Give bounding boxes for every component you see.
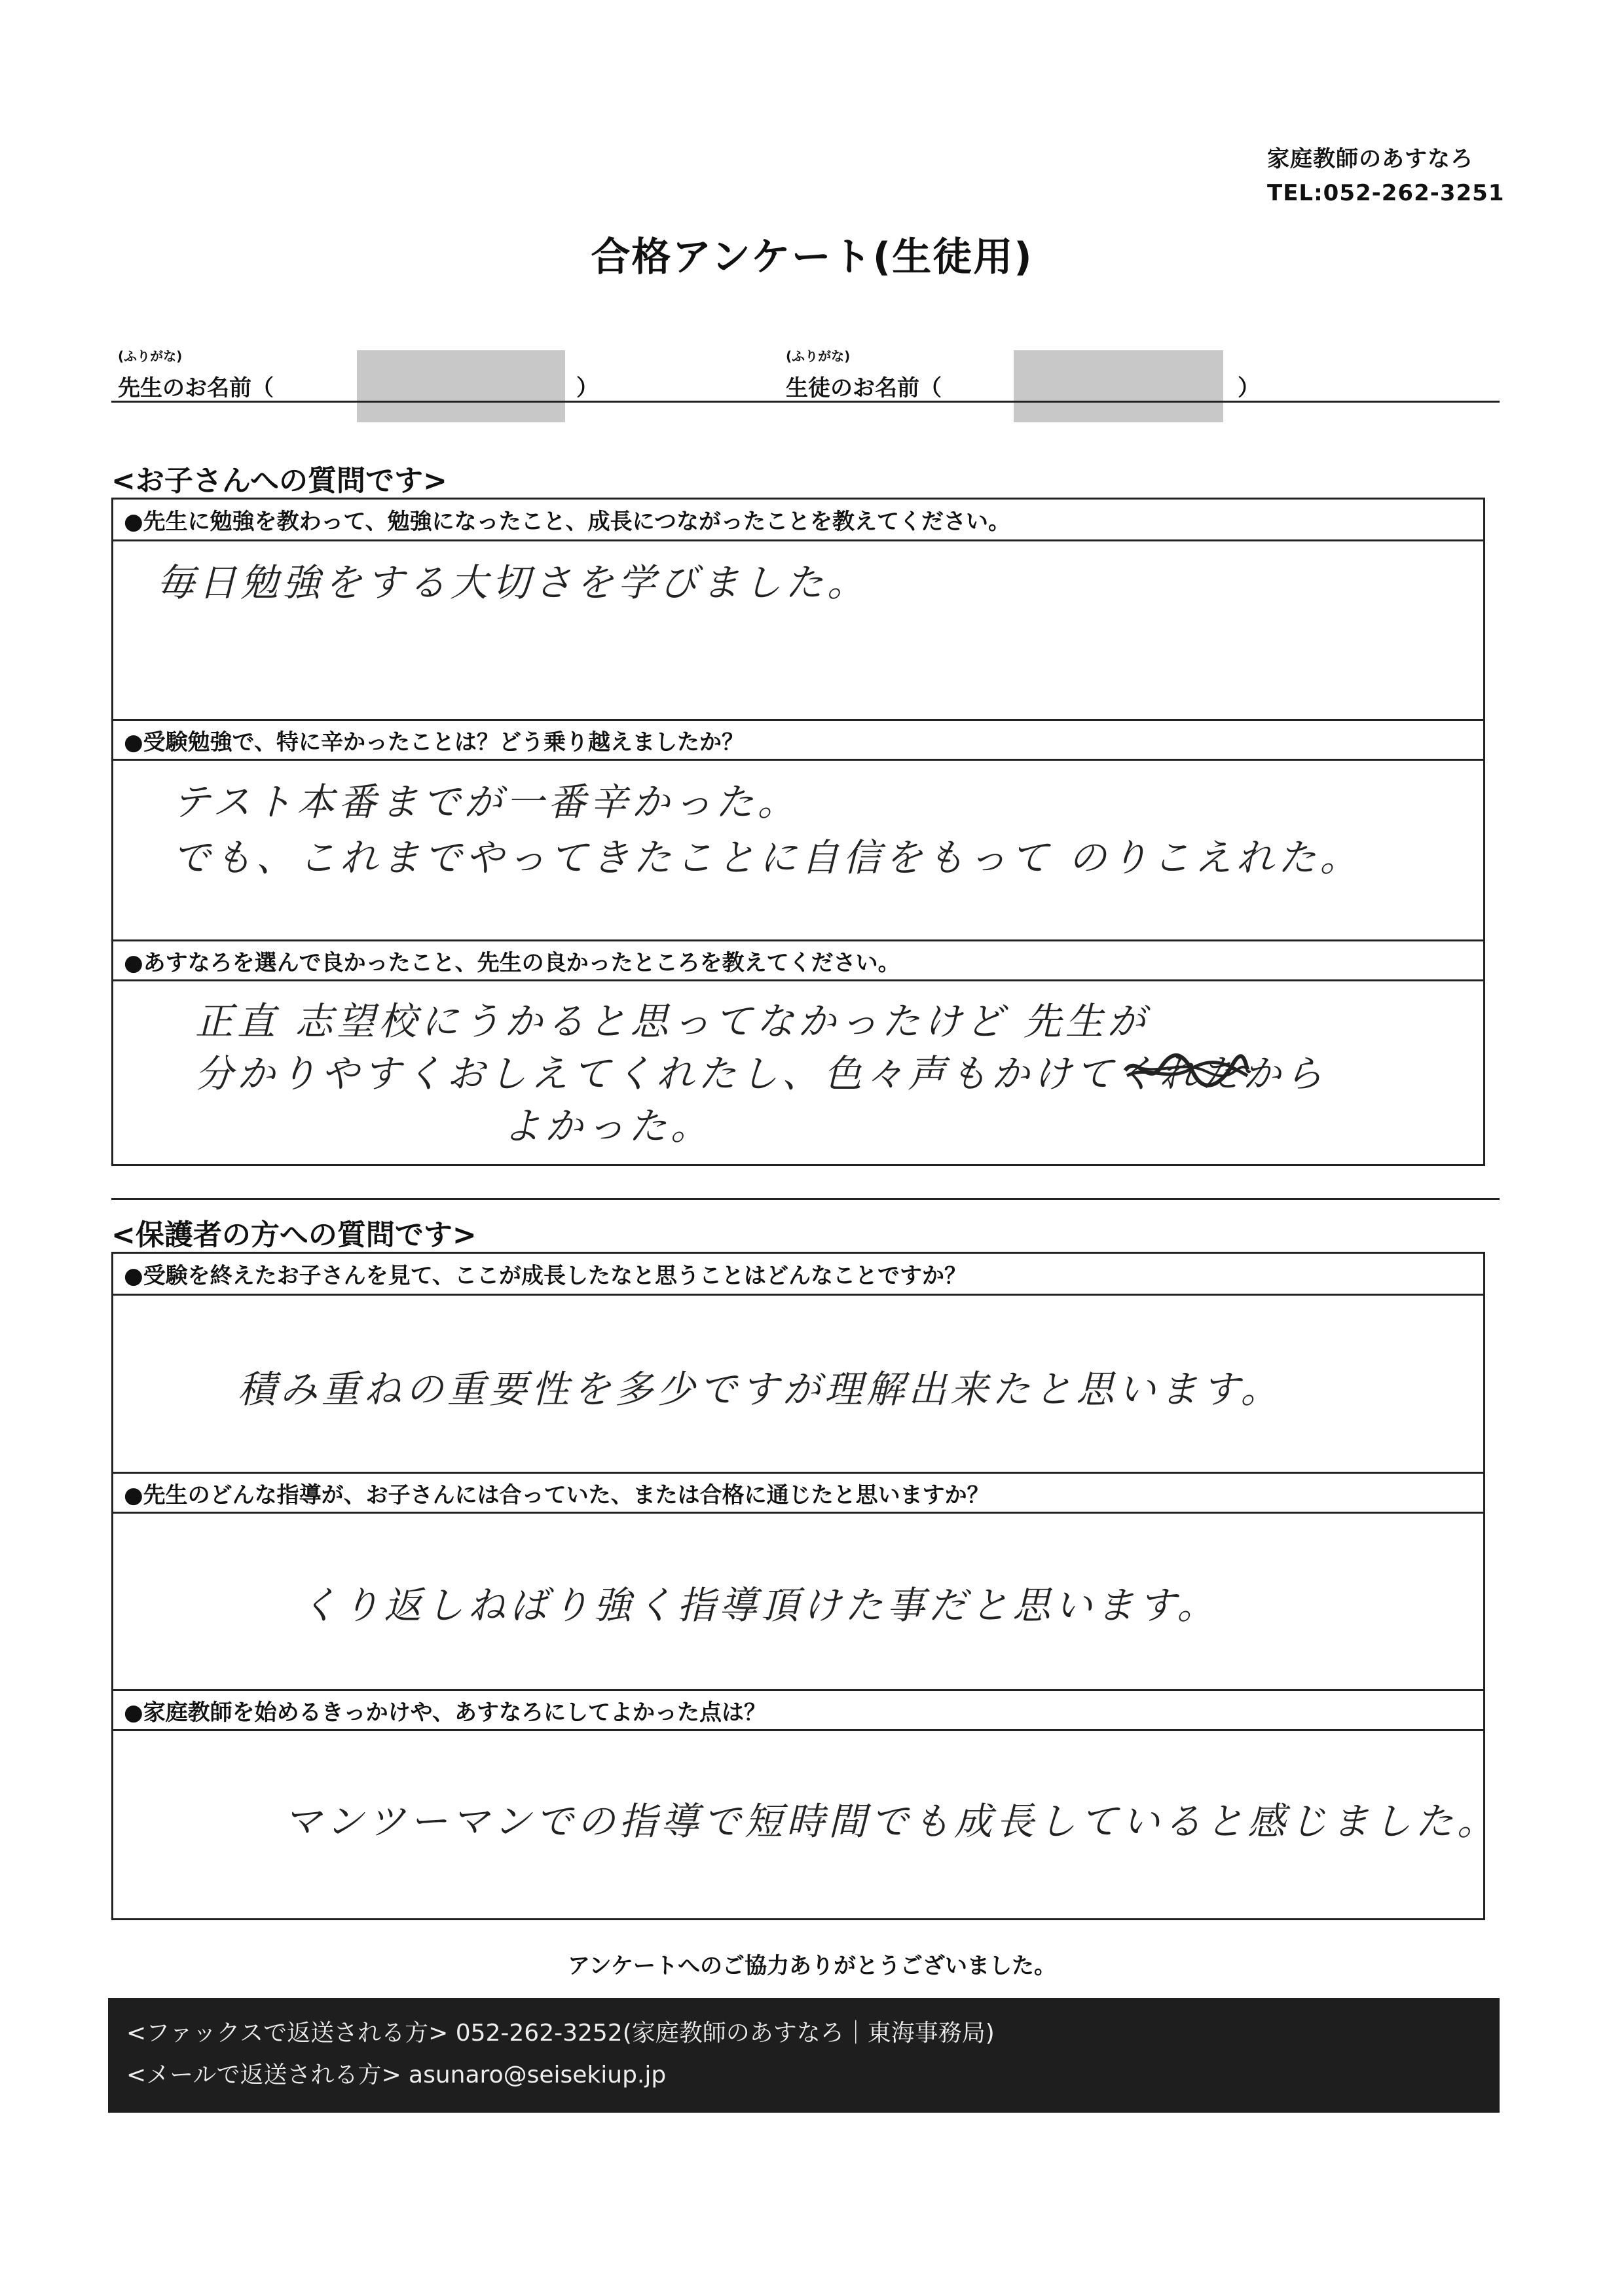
- parent-a3-line1: マンツーマンでの指導で短時間でも成長していると感じました。: [284, 1799, 1500, 1844]
- company-name: 家庭教師のあすなろ: [1267, 146, 1473, 172]
- teacher-name-redacted: [357, 350, 565, 422]
- parent-a1-line1: 積み重ねの重要性を多少ですが理解出来たと思います。: [238, 1367, 1283, 1412]
- student-name-label: 生徒のお名前（: [786, 375, 942, 401]
- parent-a2-line1: くり返しねばり強く指導頂けた事だと思います。: [300, 1583, 1219, 1628]
- crossed-out-scribble: [1122, 1051, 1253, 1090]
- child-a2-line2: でも、これまでやってきたことに自信をもって のりこえれた。: [172, 835, 1362, 880]
- teacher-name-label: 先生のお名前（: [118, 375, 274, 401]
- child-q1-label: ●先生に勉強を教わって、勉強になったこと、成長につながったことを教えてください。: [113, 500, 1483, 541]
- section-separator: [111, 1198, 1500, 1200]
- parent-section-heading: <保護者の方への質問です>: [111, 1218, 477, 1252]
- child-a3-line2: 分かりやすくおしえてくれたし、色々声もかけてくれたから: [195, 1051, 1327, 1096]
- page-title: 合格アンケート(生徒用): [591, 234, 1033, 280]
- fax-return-info: <ファックスで返送される方> 052-262-3252(家庭教師のあすなろ｜東海事務局): [126, 2020, 995, 2047]
- student-name-close: ）: [1238, 375, 1260, 401]
- student-name-redacted: [1014, 350, 1223, 422]
- parent-q1-label: ●受験を終えたお子さんを見て、ここが成長したなと思うことはどんなことですか？: [113, 1254, 1483, 1296]
- email-return-info: <メールで返送される方> asunaro@seisekiup.jp: [126, 2062, 667, 2088]
- child-q3-label: ●あすなろを選んで良かったこと、先生の良かったところを教えてください。: [113, 939, 1483, 981]
- teacher-furigana-label: (ふりがな): [118, 348, 183, 364]
- child-questions-box: [111, 498, 1485, 1166]
- return-info-bar: [108, 1998, 1500, 2113]
- child-a1-line1: 毎日勉強をする大切さを学びました。: [157, 560, 870, 605]
- thanks-message: アンケートへのご協力ありがとうございました。: [568, 1953, 1056, 1979]
- parent-q3-label: ●家庭教師を始めるきっかけや、あすなろにしてよかった点は？: [113, 1689, 1483, 1731]
- child-a3-line1: 正直 志望校にうかると思ってなかったけど 先生が: [195, 999, 1149, 1044]
- child-a3-line3: よかった。: [503, 1104, 713, 1148]
- name-underline: [111, 401, 1500, 403]
- teacher-name-close: ）: [576, 375, 599, 401]
- child-a2-line1: テスト本番までが一番辛かった。: [172, 780, 800, 824]
- child-q2-label: ●受験勉強で、特に辛かったことは？どう乗り越えましたか？: [113, 719, 1483, 761]
- child-section-heading: <お子さんへの質問です>: [111, 464, 447, 498]
- parent-q2-label: ●先生のどんな指導が、お子さんには合っていた、または合格に通じたと思いますか？: [113, 1472, 1483, 1514]
- student-furigana-label: (ふりがな): [786, 348, 851, 364]
- company-phone: TEL:052-262-3251: [1267, 180, 1505, 206]
- parent-questions-box: [111, 1252, 1500, 1920]
